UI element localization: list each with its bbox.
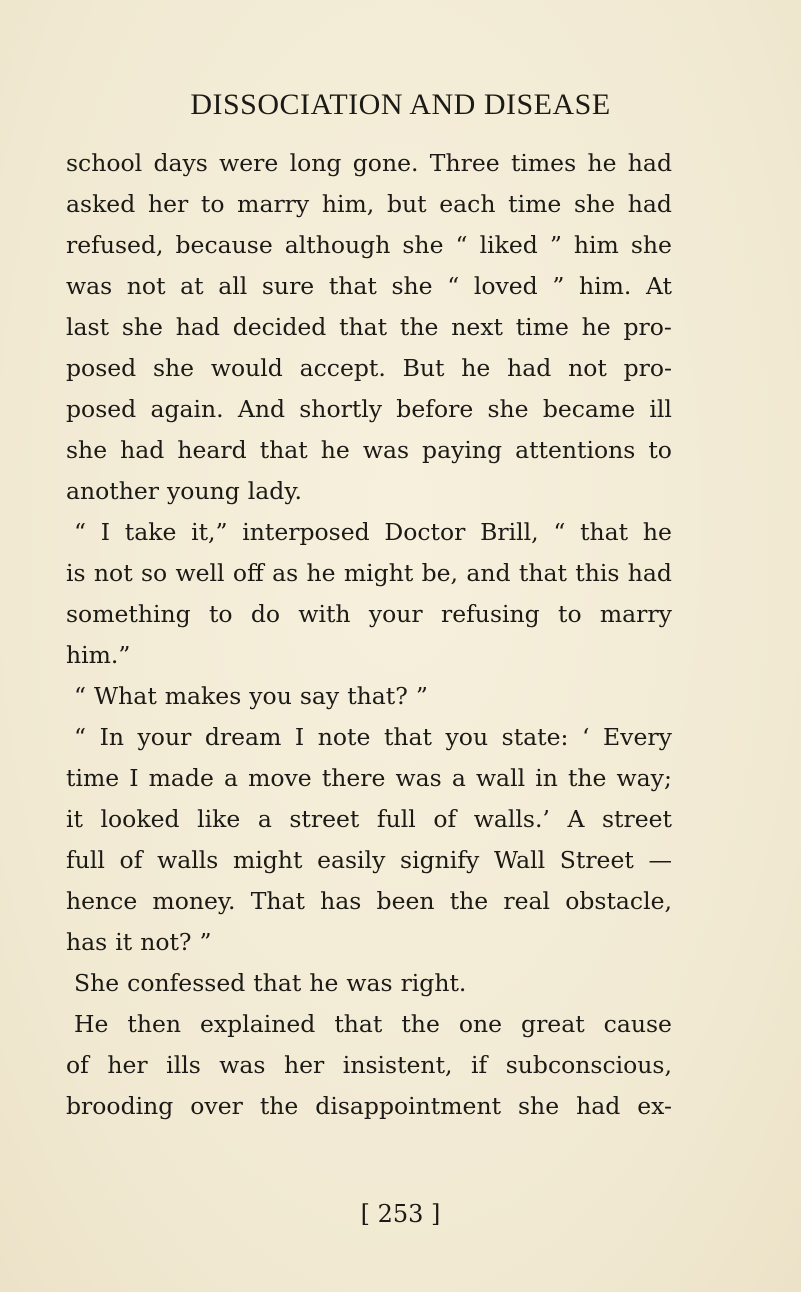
word: a [257, 805, 272, 833]
word: she [121, 313, 163, 341]
word: She [74, 969, 120, 997]
word: she [573, 190, 616, 218]
text-line [66, 184, 672, 225]
word: signify [400, 846, 480, 874]
word: each [439, 190, 496, 218]
word: had [627, 559, 672, 587]
word: liked [479, 231, 538, 259]
word: but [386, 190, 427, 218]
word: something [66, 600, 191, 628]
word: your [368, 600, 423, 628]
word: ex- [637, 1092, 672, 1120]
word: — [648, 846, 672, 874]
text-line [66, 799, 672, 840]
text-line [66, 348, 672, 389]
word: then [127, 1010, 182, 1038]
word: In [99, 723, 124, 751]
word: time [515, 313, 569, 341]
word: he [306, 559, 336, 587]
word: right. [400, 969, 467, 997]
text-line [66, 225, 672, 266]
word: that [259, 436, 308, 464]
word: posed [66, 354, 137, 382]
word: state: [501, 723, 569, 751]
word: ” [199, 928, 212, 956]
word: her [284, 1051, 325, 1079]
word: you [445, 723, 489, 751]
text-line [66, 881, 672, 922]
word: that [580, 518, 629, 546]
word: brooding [66, 1092, 174, 1120]
word: Doctor [384, 518, 466, 546]
word: the [567, 764, 607, 792]
word: paying [422, 436, 503, 464]
word: shortly [299, 395, 383, 423]
word: you [249, 682, 292, 710]
word: this [575, 559, 620, 587]
word: That [250, 887, 305, 915]
word: been [376, 887, 435, 915]
word: money. [152, 887, 236, 915]
word: great [521, 1010, 585, 1038]
word: long [289, 149, 342, 177]
word: to [208, 600, 233, 628]
word: was [219, 1051, 266, 1079]
word: I [294, 723, 305, 751]
word: before [396, 395, 474, 423]
word: “ [455, 231, 468, 259]
text-line [66, 1045, 672, 1086]
word: Three [429, 149, 500, 177]
word: her [107, 1051, 148, 1079]
word: again. [150, 395, 224, 423]
word: with [298, 600, 351, 628]
word: Wall [493, 846, 546, 874]
word: last [66, 313, 110, 341]
word: in [535, 764, 558, 792]
word: to [558, 600, 582, 628]
text-line [66, 143, 672, 184]
word: that? [347, 682, 408, 710]
word: might [232, 846, 303, 874]
text-line [66, 1004, 672, 1045]
word: made [148, 764, 214, 792]
word: do [250, 600, 281, 628]
word: ‘ [581, 723, 590, 751]
word: What [94, 682, 157, 710]
word: she [66, 436, 108, 464]
word: pro- [623, 354, 672, 382]
word: Brill, [480, 518, 539, 546]
word: to [200, 190, 225, 218]
word: young [167, 477, 240, 505]
word: the [399, 313, 439, 341]
word: way; [616, 764, 672, 792]
word: asked [66, 190, 136, 218]
word: he [461, 354, 491, 382]
word: that [253, 969, 302, 997]
word: I [129, 764, 139, 792]
word: him, [321, 190, 375, 218]
word: lady. [247, 477, 302, 505]
text-line [66, 1086, 672, 1127]
word: ill [649, 395, 672, 423]
word: “ [553, 518, 566, 546]
word: he [581, 313, 611, 341]
word: next [451, 313, 503, 341]
word: well [175, 559, 225, 587]
word: not? [140, 928, 192, 956]
text-line [66, 553, 672, 594]
word: him.” [66, 641, 131, 669]
word: decided [232, 313, 327, 341]
word: walls.’ [473, 805, 550, 833]
word: note [317, 723, 371, 751]
word: sure [261, 272, 315, 300]
word: was [346, 969, 393, 997]
word: at [180, 272, 204, 300]
word: But [402, 354, 445, 382]
word: marry [599, 600, 672, 628]
word: of [433, 805, 457, 833]
word: that [334, 1010, 383, 1038]
text-line [66, 840, 672, 881]
word: full [376, 805, 416, 833]
word: that [339, 313, 388, 341]
word: loved [473, 272, 538, 300]
word: was [362, 436, 410, 464]
word: has [320, 887, 362, 915]
word: “ [74, 518, 87, 546]
word: A [567, 805, 585, 833]
word: ” [549, 231, 562, 259]
word: might [343, 559, 414, 587]
word: was [66, 272, 113, 300]
word: off [232, 559, 264, 587]
text-line [66, 389, 672, 430]
word: was [395, 764, 442, 792]
word: she [518, 1092, 560, 1120]
word: another [66, 477, 160, 505]
word: she [402, 231, 444, 259]
word: had [175, 313, 220, 341]
word: not [126, 272, 166, 300]
word: she [630, 231, 672, 259]
text-line [66, 963, 672, 1004]
word: not [93, 559, 133, 587]
word: would [210, 354, 283, 382]
word: posed [66, 395, 137, 423]
word: marry [237, 190, 310, 218]
word: I [100, 518, 111, 546]
word: as [272, 559, 299, 587]
word: had [576, 1092, 621, 1120]
word: she [391, 272, 433, 300]
word: had [507, 354, 552, 382]
word: it [115, 928, 133, 956]
word: not [568, 354, 607, 382]
word: attentions [515, 436, 636, 464]
word: insistent, [342, 1051, 453, 1079]
word: street [289, 805, 360, 833]
word: has [66, 928, 108, 956]
word: explained [200, 1010, 316, 1038]
word: time [508, 190, 562, 218]
word: if [471, 1051, 488, 1079]
word: is [66, 559, 86, 587]
word: time [66, 764, 120, 792]
body-text [66, 143, 672, 1127]
word: “ [74, 723, 87, 751]
word: ” [415, 682, 428, 710]
word: refused, [66, 231, 164, 259]
word: became [542, 395, 636, 423]
word: interposed [242, 518, 370, 546]
word: say [299, 682, 340, 710]
word: it [66, 805, 83, 833]
word: he [309, 969, 339, 997]
word: because [175, 231, 273, 259]
word: hence [66, 887, 138, 915]
word: obstacle, [565, 887, 672, 915]
word: take [124, 518, 177, 546]
word: “ [447, 272, 460, 300]
word: easily [317, 846, 386, 874]
word: At [645, 272, 672, 300]
text-line [66, 922, 672, 963]
text-line [66, 594, 672, 635]
word: he [642, 518, 672, 546]
word: refusing [440, 600, 540, 628]
word: times [510, 149, 577, 177]
running-head: DISSOCIATION AND DISEASE [190, 88, 611, 121]
word: Street [559, 846, 634, 874]
word: ills [166, 1051, 201, 1079]
text-line [66, 307, 672, 348]
text-line [66, 717, 672, 758]
word: wall [475, 764, 526, 792]
word: were [219, 149, 279, 177]
word: there [321, 764, 386, 792]
word: one [458, 1010, 503, 1038]
word: pro- [623, 313, 672, 341]
word: he [587, 149, 617, 177]
word: heard [177, 436, 247, 464]
word: the [401, 1010, 440, 1038]
word: your [137, 723, 192, 751]
word: had [627, 190, 672, 218]
text-line [66, 471, 672, 512]
word: over [190, 1092, 243, 1120]
word: although [284, 231, 391, 259]
word: that [328, 272, 377, 300]
word: ” [552, 272, 565, 300]
word: that [383, 723, 432, 751]
text-line [66, 512, 672, 553]
word: she [487, 395, 529, 423]
word: be, [421, 559, 459, 587]
word: like [197, 805, 241, 833]
word: all [218, 272, 248, 300]
word: and [466, 559, 511, 587]
word: school [66, 149, 143, 177]
word: of [119, 846, 143, 874]
word: street [602, 805, 672, 833]
text-line [66, 266, 672, 307]
word: a [451, 764, 466, 792]
word: move [248, 764, 312, 792]
word: the [449, 887, 489, 915]
word: he [320, 436, 350, 464]
word: him. [578, 272, 632, 300]
word: she [152, 354, 195, 382]
word: full [66, 846, 105, 874]
word: her [147, 190, 189, 218]
word: subconscious, [505, 1051, 672, 1079]
word: accept. [299, 354, 386, 382]
word: cause [603, 1010, 672, 1038]
word: it,” [191, 518, 228, 546]
word: confessed [127, 969, 246, 997]
page-number: [ 253 ] [360, 1200, 441, 1228]
text-line [66, 635, 672, 676]
text-line [66, 758, 672, 799]
word: had [627, 149, 672, 177]
word: the [259, 1092, 299, 1120]
word: of [66, 1051, 89, 1079]
word: him [573, 231, 619, 259]
word: makes [164, 682, 242, 710]
word: days [153, 149, 208, 177]
word: gone. [352, 149, 419, 177]
word: that [518, 559, 567, 587]
word: “ [74, 682, 87, 710]
word: so [140, 559, 168, 587]
word: walls [157, 846, 219, 874]
word: He [74, 1010, 109, 1038]
word: Every [603, 723, 672, 751]
word: real [503, 887, 551, 915]
text-line [66, 430, 672, 471]
word: had [120, 436, 165, 464]
word: And [237, 395, 286, 423]
word: dream [204, 723, 282, 751]
word: a [223, 764, 238, 792]
word: looked [100, 805, 180, 833]
word: to [648, 436, 672, 464]
word: disappointment [315, 1092, 502, 1120]
text-line [66, 676, 672, 717]
